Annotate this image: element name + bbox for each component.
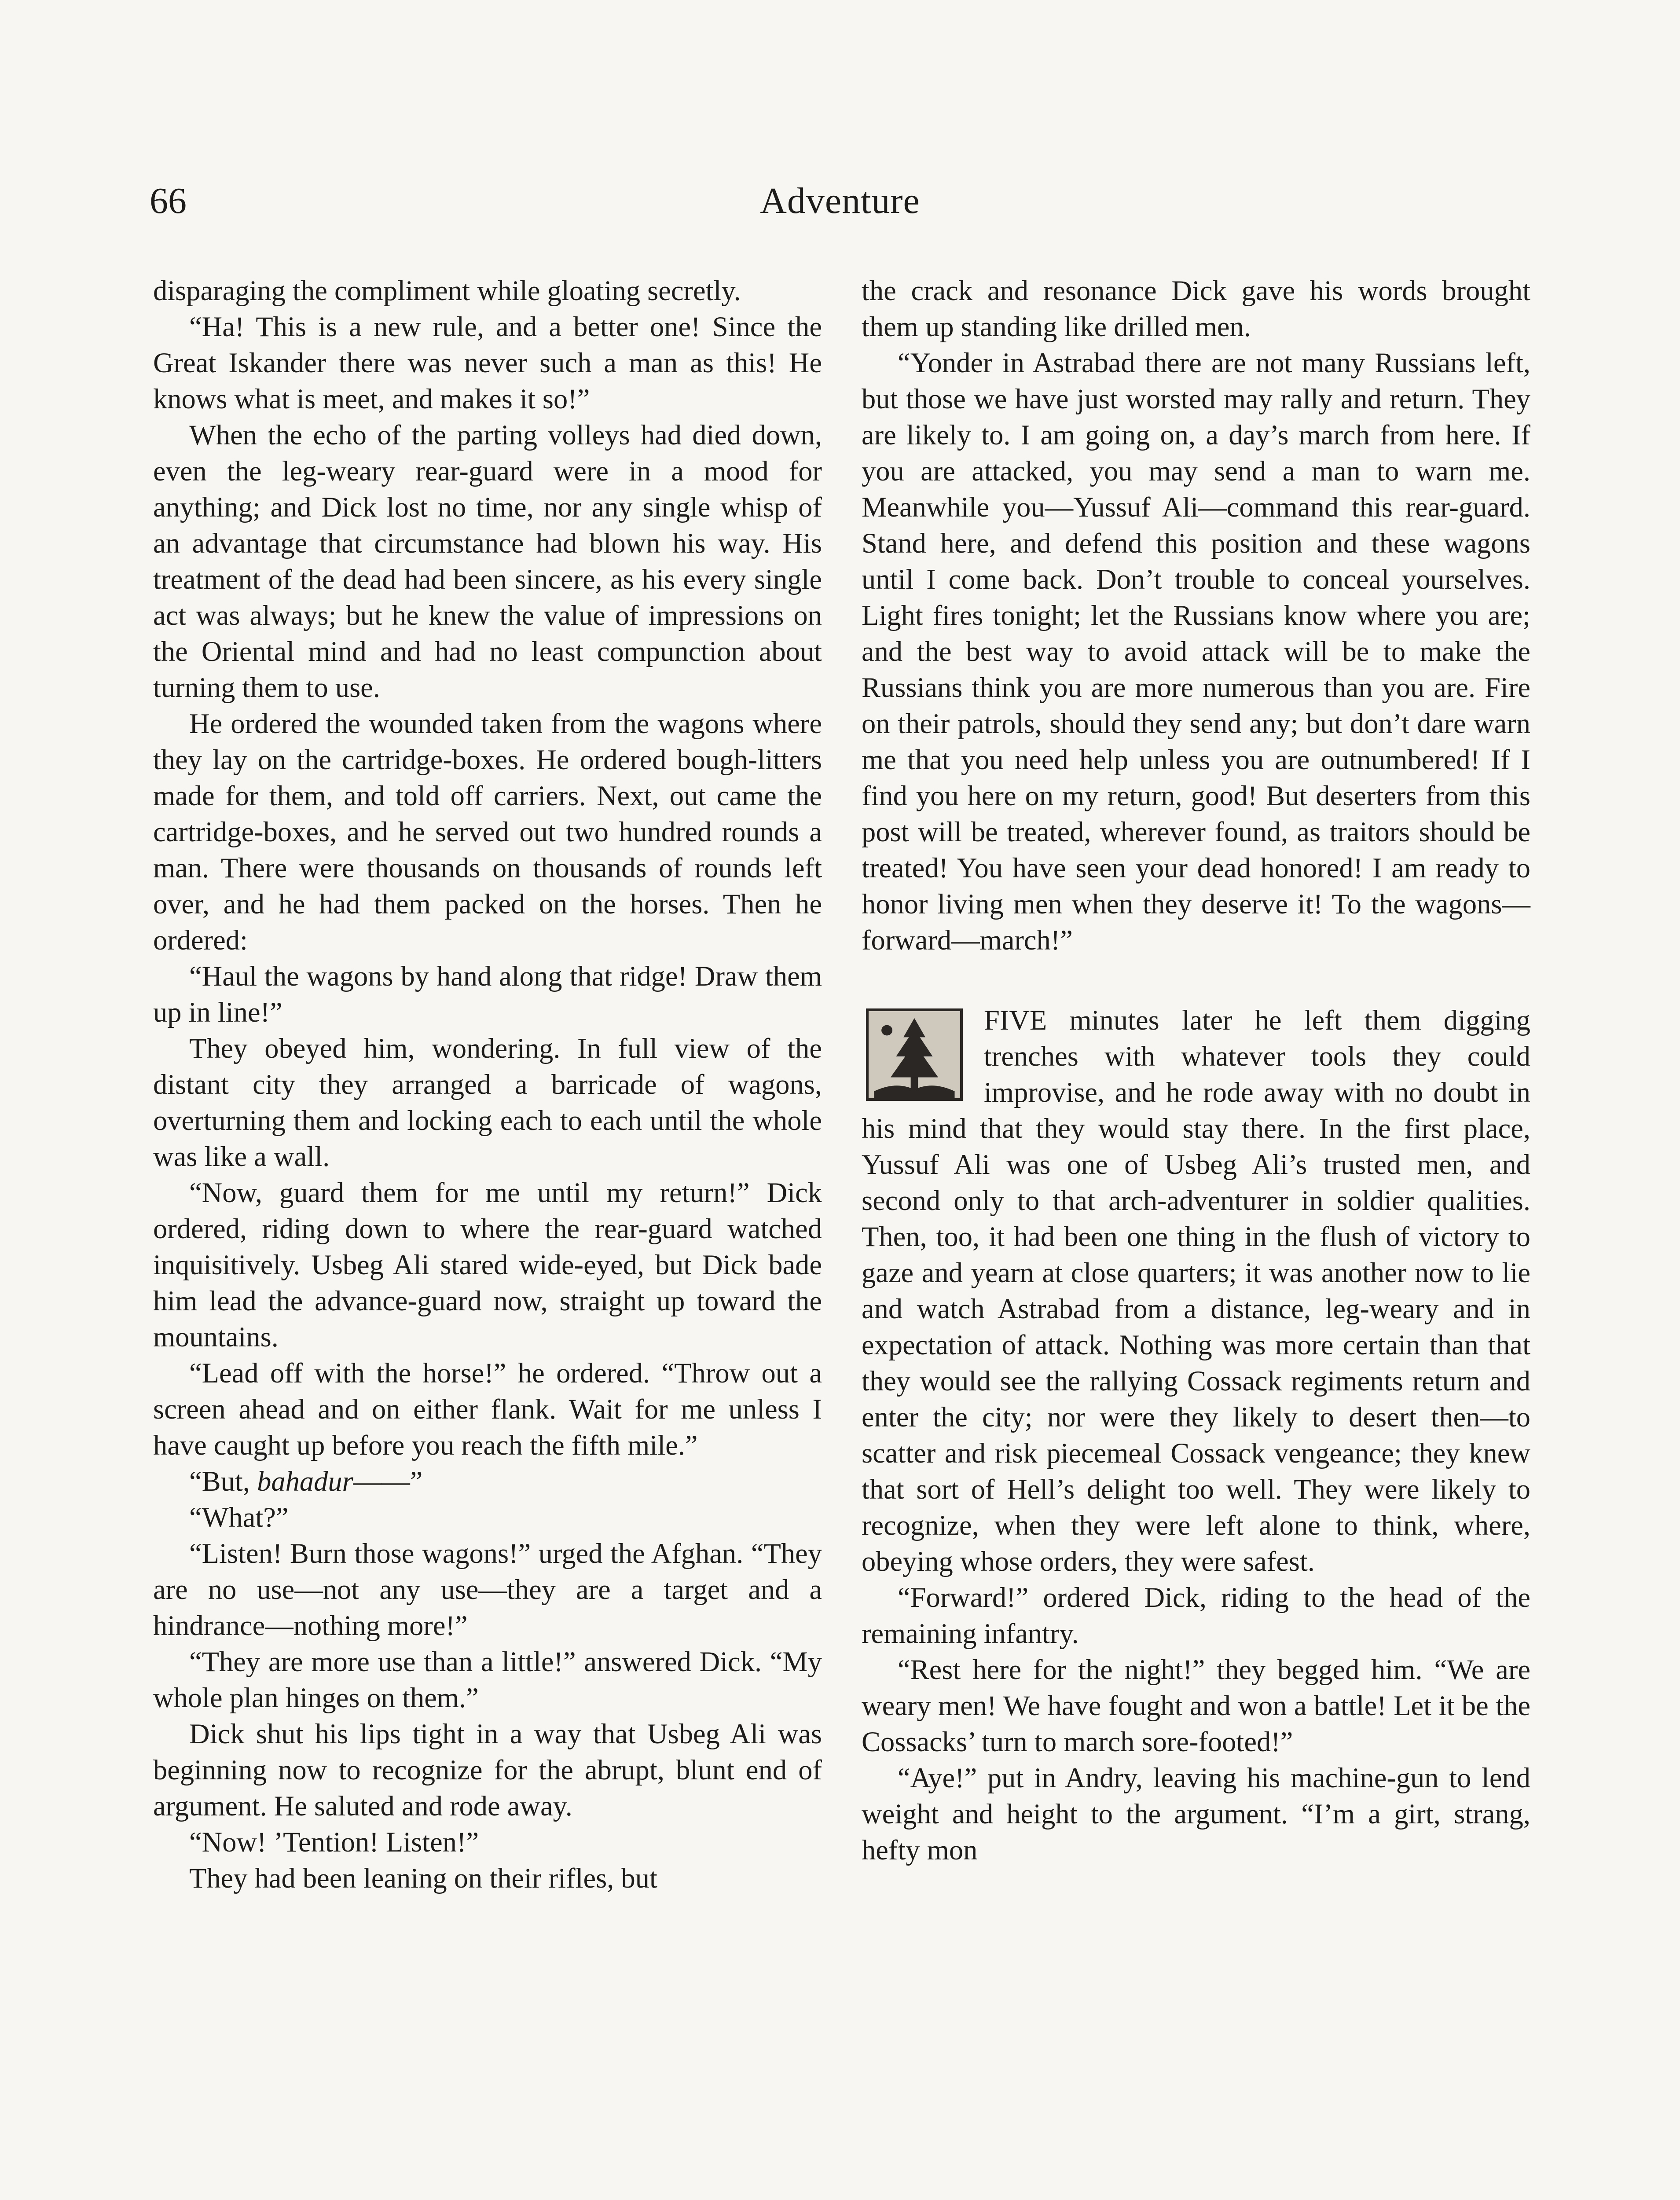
paragraph: “Forward!” ordered Dick, riding to the head of the remaining infantry. bbox=[862, 1582, 1530, 1649]
paragraph: disparaging the compliment while gloating secretly. bbox=[153, 275, 741, 306]
paragraph: “Now! ’Tention! Listen!” bbox=[189, 1826, 479, 1858]
but-close: ——” bbox=[353, 1466, 423, 1497]
paragraph: “Haul the wagons by hand along that ridge! Draw them up in line!” bbox=[153, 961, 822, 1028]
paragraph: “What?” bbox=[189, 1502, 289, 1533]
paragraph: When the echo of the parting volleys had died down, even the leg-weary rear-guard were in a mood for anything; and Dick lost no time, nor any single whisp of an advantage that circumstance had blown his way. His treatment of the dead had been sincere, as his every single act was always; but he knew the value of impressions on the Oriental mind and had no least compunction about turning them to use. bbox=[153, 419, 822, 703]
but-italic-word: bahadur bbox=[257, 1466, 353, 1497]
paragraph: “Yonder in Astrabad there are not many Russians left, but those we have just worsted may rally and return. They are likely to. I am going on, a day’s march from here. If you are attacked, you may send a man to warn me. Meanwhile you—Yussuf Ali—command this rear-guard. Stand here, and defend this position and these wagons until I come back. Don’t trouble to conceal yourselves. Light fires tonight; let the Russians know where you are; and the best way to avoid attack will be to make the Russians think you are more numerous than you are. Fire on their patrols, should they send any; but don’t dare warn me that you need help unless you are outnumbered! If I find you here on my return, good! But deserters from this post will be treated, wherever found, as traitors should be treated! You have seen your dead honored! I am ready to honor living men when they deserve it! To the wagons—forward—march!” bbox=[862, 347, 1530, 956]
paragraph: “Now, guard them for me until my return!” Dick ordered, riding down to where the rear-guard watched inquisitively. Usbeg Ali stared wide-eyed, but Dick bade him lead the advance-guard now, straight up toward the mountains. bbox=[153, 1177, 822, 1353]
but-open: “But, bbox=[189, 1466, 257, 1497]
paragraph: the crack and resonance Dick gave his words brought them up standing like drilled men. bbox=[862, 275, 1530, 342]
section-paragraph bbox=[862, 1002, 1530, 1580]
dropcap-ornament-icon bbox=[866, 1008, 963, 1101]
paragraph: “Rest here for the night!” they begged him. “We are weary men! We have fought and won a battle! Let it be the Cossacks’ turn to march sore-footed!” bbox=[862, 1654, 1530, 1757]
paragraph: He ordered the wounded taken from the wagons where they lay on the cartridge-boxes. He ordered bough-litters made for them, and told off carriers. Next, out came the cartridge-boxes, and he served out two hundred rounds a man. There were thousands on thousands of rounds left over, and he had them packed on the horses. Then he ordered: bbox=[153, 708, 822, 956]
right-column bbox=[862, 273, 1530, 1868]
paragraph: “Aye!” put in Andry, leaving his machine-gun to lend weight and height to the argument. “I’m a girt, strang, hefty mon bbox=[862, 1762, 1530, 1866]
page-header bbox=[150, 180, 1530, 246]
left-column bbox=[153, 273, 822, 1896]
paragraph-but-bahadur bbox=[153, 1463, 822, 1500]
running-title: Adventure bbox=[760, 180, 920, 221]
paragraph: “Listen! Burn those wagons!” urged the Afghan. “They are no use—not any use—they are a target and a hindrance—nothing more!” bbox=[153, 1538, 822, 1641]
paragraph: They obeyed him, wondering. In full view of the distant city they arranged a barricade of wagons, overturning them and locking each to each until the whole was like a wall. bbox=[153, 1033, 822, 1172]
section-text: FIVE minutes later he left them digging trenches with whatever tools they could improvise, and he rode away with no doubt in his mind that they would stay there. In the first place, Yussuf Ali was one of Usbeg Ali’s trusted men, and second only to that arch-adventurer in soldier qualities. Then, too, it had been one thing in the flush of victory to gaze and yearn at close quarters; it was another now to lie and watch Astrabad from a distance, leg-weary and in expectation of attack. Nothing was more certain than that they would see the rallying Cossack regiments return and enter the city; nor were they likely to desert then—to scatter and risk piecemeal Cossack vengeance; they knew that sort of Hell’s delight too well. They were likely to recognize, when they were left alone to think, where, obeying whose orders, they were safest. bbox=[862, 1005, 1530, 1577]
page-number: 66 bbox=[150, 180, 187, 221]
paragraph: “Ha! This is a new rule, and a better one! Since the Great Iskander there was never such a man as this! He knows what is meet, and makes it so!” bbox=[153, 311, 822, 414]
paragraph: “Lead off with the horse!” he ordered. “Throw out a screen ahead and on either flank. Wait for me unless I have caught up before you reach the fifth mile.” bbox=[153, 1357, 822, 1461]
paragraph: Dick shut his lips tight in a way that Usbeg Ali was beginning now to recognize for the abrupt, blunt end of argument. He saluted and rode away. bbox=[153, 1718, 822, 1822]
paragraph: They had been leaning on their rifles, but bbox=[189, 1863, 657, 1894]
paragraph: “They are more use than a little!” answered Dick. “My whole plan hinges on them.” bbox=[153, 1646, 822, 1713]
